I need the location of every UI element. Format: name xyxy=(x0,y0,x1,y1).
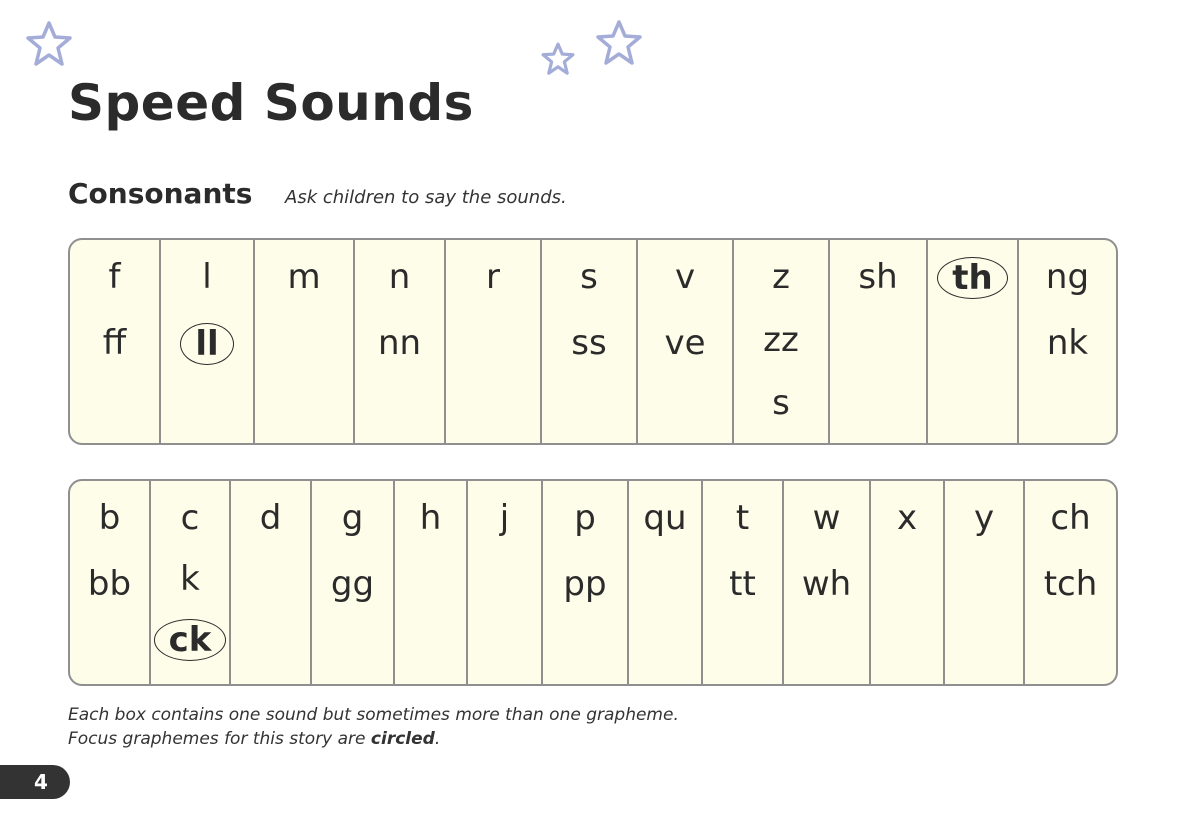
sound-box xyxy=(629,481,703,684)
footnote-punct: . xyxy=(434,729,441,749)
sound-box xyxy=(1025,481,1116,684)
grapheme: ss xyxy=(571,323,607,363)
section-heading: Consonants xyxy=(68,177,253,210)
sound-box xyxy=(945,481,1025,684)
grapheme: ff xyxy=(102,323,127,363)
page-number-tab xyxy=(0,765,70,799)
sound-box xyxy=(161,240,255,443)
grapheme: y xyxy=(973,498,995,538)
grapheme: s xyxy=(772,383,790,423)
grapheme: ch xyxy=(1050,498,1091,538)
grapheme: l xyxy=(202,257,212,297)
page-title: Speed Sounds xyxy=(68,74,474,132)
grapheme: c xyxy=(180,498,200,538)
sound-box xyxy=(830,240,928,443)
grapheme: j xyxy=(499,498,510,538)
instruction-text: Ask children to say the sounds. xyxy=(285,187,567,208)
sound-box xyxy=(151,481,231,684)
grapheme: nn xyxy=(377,323,422,363)
sound-box xyxy=(1019,240,1116,443)
grapheme: k xyxy=(180,558,200,599)
grapheme: g xyxy=(341,498,364,538)
grapheme: wh xyxy=(801,564,852,604)
grapheme: pp xyxy=(563,564,607,604)
grapheme: h xyxy=(419,498,442,538)
grapheme: f xyxy=(108,257,121,297)
grapheme: ve xyxy=(664,323,706,363)
sound-box xyxy=(395,481,468,684)
sound-box xyxy=(70,481,151,684)
sound-box xyxy=(871,481,945,684)
sound-box xyxy=(70,240,161,443)
grapheme: t xyxy=(735,498,750,538)
grapheme: r xyxy=(486,257,500,297)
grapheme: bb xyxy=(87,564,132,604)
sound-box xyxy=(928,240,1019,443)
footnote xyxy=(68,703,679,751)
sound-box xyxy=(638,240,734,443)
sound-box xyxy=(703,481,784,684)
consonant-grid-row-2 xyxy=(68,479,1118,686)
footnote-line-1: Each box contains one sound but sometimes more than one grapheme. xyxy=(68,705,679,725)
grapheme: gg xyxy=(330,564,375,604)
grapheme-circled: ll xyxy=(180,323,233,365)
footnote-emphasis: circled xyxy=(370,729,435,749)
grapheme: sh xyxy=(858,257,898,297)
sound-box xyxy=(231,481,312,684)
grapheme: n xyxy=(388,257,411,297)
grapheme-circled: ck xyxy=(154,619,227,661)
grapheme: v xyxy=(674,257,696,297)
grapheme: x xyxy=(896,498,918,538)
grapheme: p xyxy=(574,498,596,538)
grapheme: z xyxy=(772,257,790,297)
grapheme: s xyxy=(580,257,598,297)
page-number: 4 xyxy=(34,770,48,794)
star-icon xyxy=(594,19,644,67)
consonant-grid-row-1 xyxy=(68,238,1118,445)
star-icon xyxy=(540,42,576,76)
footnote-line-2 xyxy=(68,727,679,751)
sound-box xyxy=(542,240,638,443)
grapheme: nk xyxy=(1046,323,1089,363)
sound-box xyxy=(355,240,446,443)
sound-box xyxy=(784,481,871,684)
footnote-text: Focus graphemes for this story are xyxy=(68,729,371,749)
sound-box xyxy=(255,240,355,443)
sound-box xyxy=(312,481,395,684)
sound-box xyxy=(543,481,629,684)
sound-box xyxy=(734,240,830,443)
grapheme: b xyxy=(98,498,121,538)
grapheme: tch xyxy=(1043,564,1098,604)
grapheme: tt xyxy=(729,564,756,604)
sound-box xyxy=(446,240,542,443)
grapheme: qu xyxy=(643,498,687,538)
grapheme: m xyxy=(287,257,321,297)
grapheme: ng xyxy=(1045,257,1090,297)
grapheme: zz xyxy=(763,320,799,360)
sound-box xyxy=(468,481,543,684)
grapheme: w xyxy=(812,498,841,538)
star-icon xyxy=(24,20,74,68)
grapheme-circled: th xyxy=(937,257,1007,299)
grapheme: d xyxy=(259,498,282,538)
